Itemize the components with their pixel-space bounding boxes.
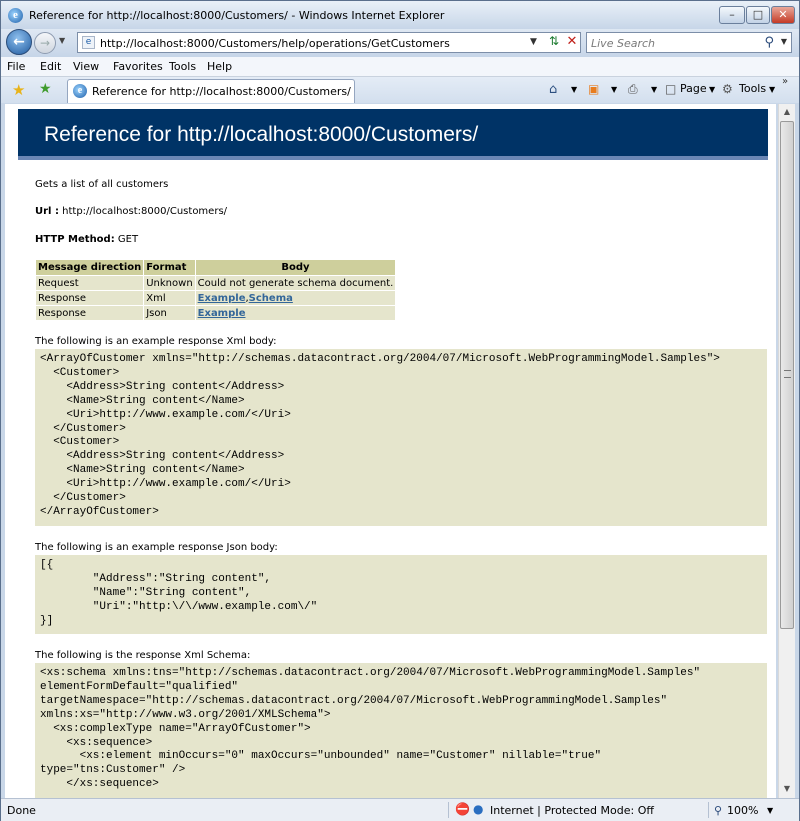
- status-bar: [1, 798, 799, 821]
- status-divider: [708, 802, 709, 818]
- tools-dropdown-icon[interactable]: ▼: [769, 85, 776, 94]
- cell-body: [195, 306, 396, 321]
- tab-page-icon: e: [73, 84, 87, 98]
- home-dropdown-icon[interactable]: ▼: [571, 85, 578, 94]
- page-menu-button[interactable]: Page: [680, 82, 707, 95]
- schema-label: The following is the response Xml Schema:: [35, 650, 251, 661]
- header-message-direction: Message direction: [36, 260, 144, 276]
- menu-edit[interactable]: Edit: [40, 60, 62, 73]
- status-divider: [448, 802, 449, 818]
- window-title: Reference for http://localhost:8000/Customers/ - Windows Internet Explorer: [29, 9, 445, 22]
- forward-button[interactable]: →: [34, 32, 56, 54]
- table-header-row: [36, 260, 396, 276]
- table-row: [36, 276, 396, 291]
- tab-current[interactable]: [67, 79, 355, 103]
- favorites-star-icon[interactable]: ★: [12, 81, 26, 99]
- cell-format: Json: [144, 306, 195, 321]
- scroll-thumb[interactable]: [780, 121, 794, 629]
- table-row: [36, 291, 396, 306]
- maximize-button[interactable]: □: [746, 6, 770, 24]
- search-input[interactable]: Live Search: [591, 37, 655, 50]
- scroll-down-icon[interactable]: ▼: [783, 784, 791, 793]
- feeds-icon[interactable]: ▣: [588, 82, 600, 96]
- search-dropdown-icon[interactable]: ▼: [780, 37, 787, 46]
- tab-bar: [1, 77, 799, 103]
- json-example-label: The following is an example response Json body:: [35, 542, 278, 553]
- scroll-grip: [784, 370, 791, 378]
- xml-schema-link[interactable]: Schema: [248, 292, 293, 304]
- recent-pages-dropdown-icon[interactable]: ▼: [59, 36, 66, 45]
- print-dropdown-icon[interactable]: ▼: [651, 85, 658, 94]
- cell-body: Could not generate schema document.: [195, 276, 396, 291]
- schema-code: <xs:schema xmlns:tns="http://schemas.datacontract.org/2004/07/Microsoft.WebProgrammingModel.Samples" elementFormDefault="qualified" targetNamespace="http://schemas.datacontract.org/2004/07/Microsoft.WebProgrammingModel.Samples" xmlns:xs="http://www.w3.org/2001/XMLSchema"> <xs:complexType name="ArrayOfCustomer"> <xs:sequence> <xs:element minOccurs="0" maxOccurs="unbounded" name="Customer" nillable="true" type="tns:Customer" /> </xs:sequence>: [35, 663, 767, 798]
- minimize-button[interactable]: –: [719, 6, 745, 24]
- navigation-bar: [1, 29, 799, 57]
- search-icon[interactable]: ⚲: [764, 35, 774, 50]
- add-favorites-icon[interactable]: ★: [39, 81, 52, 97]
- menu-bar: [1, 57, 799, 77]
- security-zone[interactable]: Internet | Protected Mode: Off: [490, 804, 654, 817]
- gear-icon: ⚙: [722, 82, 733, 96]
- address-bar[interactable]: [77, 32, 581, 53]
- tools-menu-button[interactable]: Tools: [739, 82, 767, 95]
- xml-example-link[interactable]: Example: [197, 292, 246, 304]
- table-row: [36, 306, 396, 321]
- page-icon: e: [82, 36, 95, 49]
- home-icon[interactable]: ⌂: [549, 82, 558, 97]
- cell-direction: Response: [36, 291, 144, 306]
- address-input[interactable]: http://localhost:8000/Customers/help/operations/GetCustomers: [100, 37, 450, 50]
- vertical-scrollbar[interactable]: [778, 104, 795, 798]
- search-box[interactable]: [586, 32, 792, 53]
- page-icon: □: [665, 82, 677, 96]
- ie-logo-icon: e: [8, 8, 23, 23]
- zoom-dropdown-icon[interactable]: ▼: [767, 806, 774, 815]
- method-value: GET: [117, 234, 139, 245]
- menu-view[interactable]: View: [73, 60, 100, 73]
- tab-title: Reference for http://localhost:8000/Customers/: [92, 85, 351, 98]
- menu-file[interactable]: File: [7, 60, 26, 73]
- status-text: Done: [7, 804, 36, 817]
- header-format: Format: [144, 260, 195, 276]
- url-label: Url :: [35, 206, 59, 217]
- blocked-icon[interactable]: ⛔: [455, 802, 470, 816]
- feeds-dropdown-icon[interactable]: ▼: [611, 85, 618, 94]
- operation-description: Gets a list of all customers: [35, 179, 169, 190]
- chevron-more-icon[interactable]: »: [782, 76, 789, 87]
- print-icon[interactable]: ⎙: [628, 82, 638, 96]
- close-button[interactable]: ✕: [771, 6, 795, 24]
- page-title: Reference for http://localhost:8000/Customers/: [44, 123, 479, 146]
- cell-direction: Response: [36, 306, 144, 321]
- header-body: Body: [195, 260, 396, 276]
- page-content: [5, 104, 776, 798]
- link-separator: ,: [245, 292, 249, 304]
- address-dropdown-icon[interactable]: ▼: [530, 37, 537, 47]
- menu-help[interactable]: Help: [207, 60, 233, 73]
- title-bar: [1, 1, 799, 29]
- cell-format: Unknown: [144, 276, 195, 291]
- method-label: HTTP Method:: [35, 234, 115, 245]
- xml-example-code: <ArrayOfCustomer xmlns="http://schemas.datacontract.org/2004/07/Microsoft.WebProgrammingModel.Samples"> <Customer> <Address>String content</Address> <Name>String content</Name> <Uri>http://www.example.com/</Uri> </Customer> <Customer> <Address>String content</Address> <Name>String content</Name> <Uri>http://www.example.com/</Uri> </Customer> </ArrayOfCustomer>: [35, 349, 767, 526]
- message-table: [35, 259, 396, 321]
- cell-format: Xml: [144, 291, 195, 306]
- stop-icon[interactable]: ✕: [566, 34, 578, 49]
- cell-direction: Request: [36, 276, 144, 291]
- xml-example-label: The following is an example response Xml body:: [35, 336, 277, 347]
- cell-body: [195, 291, 396, 306]
- refresh-icon[interactable]: ⇅: [548, 34, 560, 48]
- page-heading: [18, 109, 768, 160]
- scroll-up-icon[interactable]: ▲: [783, 107, 791, 116]
- back-button[interactable]: ←: [6, 29, 32, 55]
- method-line: [35, 234, 138, 245]
- url-line: [35, 206, 227, 217]
- globe-icon: ●: [473, 802, 484, 816]
- menu-tools[interactable]: Tools: [169, 60, 197, 73]
- json-example-link[interactable]: Example: [197, 307, 246, 319]
- page-dropdown-icon[interactable]: ▼: [709, 85, 716, 94]
- menu-favorites[interactable]: Favorites: [113, 60, 163, 73]
- json-example-code: [{ "Address":"String content", "Name":"String content", "Uri":"http:\/\/www.example.com\/" }]: [35, 555, 767, 634]
- zoom-icon: ⚲: [714, 804, 723, 817]
- zoom-level[interactable]: 100%: [727, 804, 759, 817]
- url-value: http://localhost:8000/Customers/: [62, 206, 228, 217]
